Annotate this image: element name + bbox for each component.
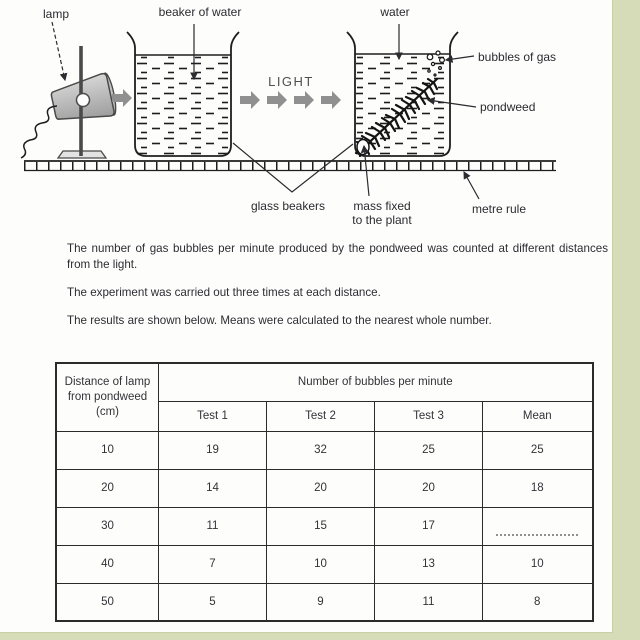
- paragraph-three-times: The experiment was carried out three times at each distance.: [67, 286, 381, 299]
- results-body: [56, 431, 593, 621]
- table-row: [56, 431, 593, 469]
- label-bubbles-of-gas: bubbles of gas: [478, 50, 557, 64]
- label-mass-fixed-2: to the plant: [352, 213, 412, 227]
- cell-test3: 20: [375, 469, 483, 507]
- cell-test3: 25: [375, 431, 483, 469]
- cell-mean: 10: [483, 545, 593, 583]
- cell-distance: 50: [56, 583, 159, 621]
- label-metre-rule: metre rule: [471, 202, 527, 216]
- cell-test1: 11: [159, 507, 267, 545]
- label-water: water: [380, 5, 410, 19]
- cell-distance: 40: [56, 545, 159, 583]
- cell-test1: 7: [159, 545, 267, 583]
- lamp-icon: [21, 46, 118, 158]
- label-light: LIGHT: [268, 74, 314, 89]
- cell-mean: 8: [483, 583, 593, 621]
- cell-test2: 20: [267, 469, 375, 507]
- label-lamp: lamp: [42, 7, 70, 21]
- table-row: [56, 583, 593, 621]
- table-row: [56, 507, 593, 545]
- lamp-cord: [21, 106, 57, 158]
- metre-rule: [24, 161, 556, 171]
- cell-test2: 15: [267, 507, 375, 545]
- paragraph-results-means: The results are shown below. Means were calculated to the nearest whole number.: [67, 314, 492, 327]
- cell-mean: 25: [483, 431, 593, 469]
- glass-beakers-leader: [233, 143, 353, 192]
- header-bubbles-span: Number of bubbles per minute: [159, 363, 593, 401]
- header-mean: Mean: [483, 401, 593, 431]
- cell-distance: 20: [56, 469, 159, 507]
- cell-mean: 18: [483, 469, 593, 507]
- lamp-leader: [52, 22, 65, 80]
- cell-distance: 30: [56, 507, 159, 545]
- label-pondweed: pondweed: [480, 100, 536, 114]
- answer-line: [496, 532, 578, 536]
- beaker-of-water-icon: [127, 32, 239, 156]
- table-row: [56, 469, 593, 507]
- cell-test3: 17: [375, 507, 483, 545]
- mass-icon: [357, 140, 369, 155]
- label-beaker-of-water: beaker of water: [158, 5, 242, 19]
- label-glass-beakers: glass beakers: [250, 199, 326, 213]
- cell-test1: 14: [159, 469, 267, 507]
- paragraph-bubble-count: The number of gas bubbles per minute produced by the pondweed was counted at different distances from the light.: [67, 242, 608, 271]
- cell-test2: 9: [267, 583, 375, 621]
- cell-test3: 11: [375, 583, 483, 621]
- experiment-diagram: [0, 0, 612, 234]
- header-test2: Test 2: [267, 401, 375, 431]
- cell-test1: 19: [159, 431, 267, 469]
- header-test1: Test 1: [159, 401, 267, 431]
- header-distance: Distance of lamp from pondweed (cm): [56, 363, 159, 431]
- metre-rule-leader: [464, 172, 479, 199]
- header-test3: Test 3: [375, 401, 483, 431]
- label-mass-fixed-1: mass fixed: [353, 199, 411, 213]
- cell-test3: 13: [375, 545, 483, 583]
- cell-test2: 10: [267, 545, 375, 583]
- pondweed-beaker-icon: [347, 32, 458, 156]
- results-table: [55, 362, 594, 622]
- cell-distance: 10: [56, 431, 159, 469]
- cell-test2: 32: [267, 431, 375, 469]
- cell-test1: 5: [159, 583, 267, 621]
- table-row: [56, 545, 593, 583]
- cell-mean: [483, 507, 593, 545]
